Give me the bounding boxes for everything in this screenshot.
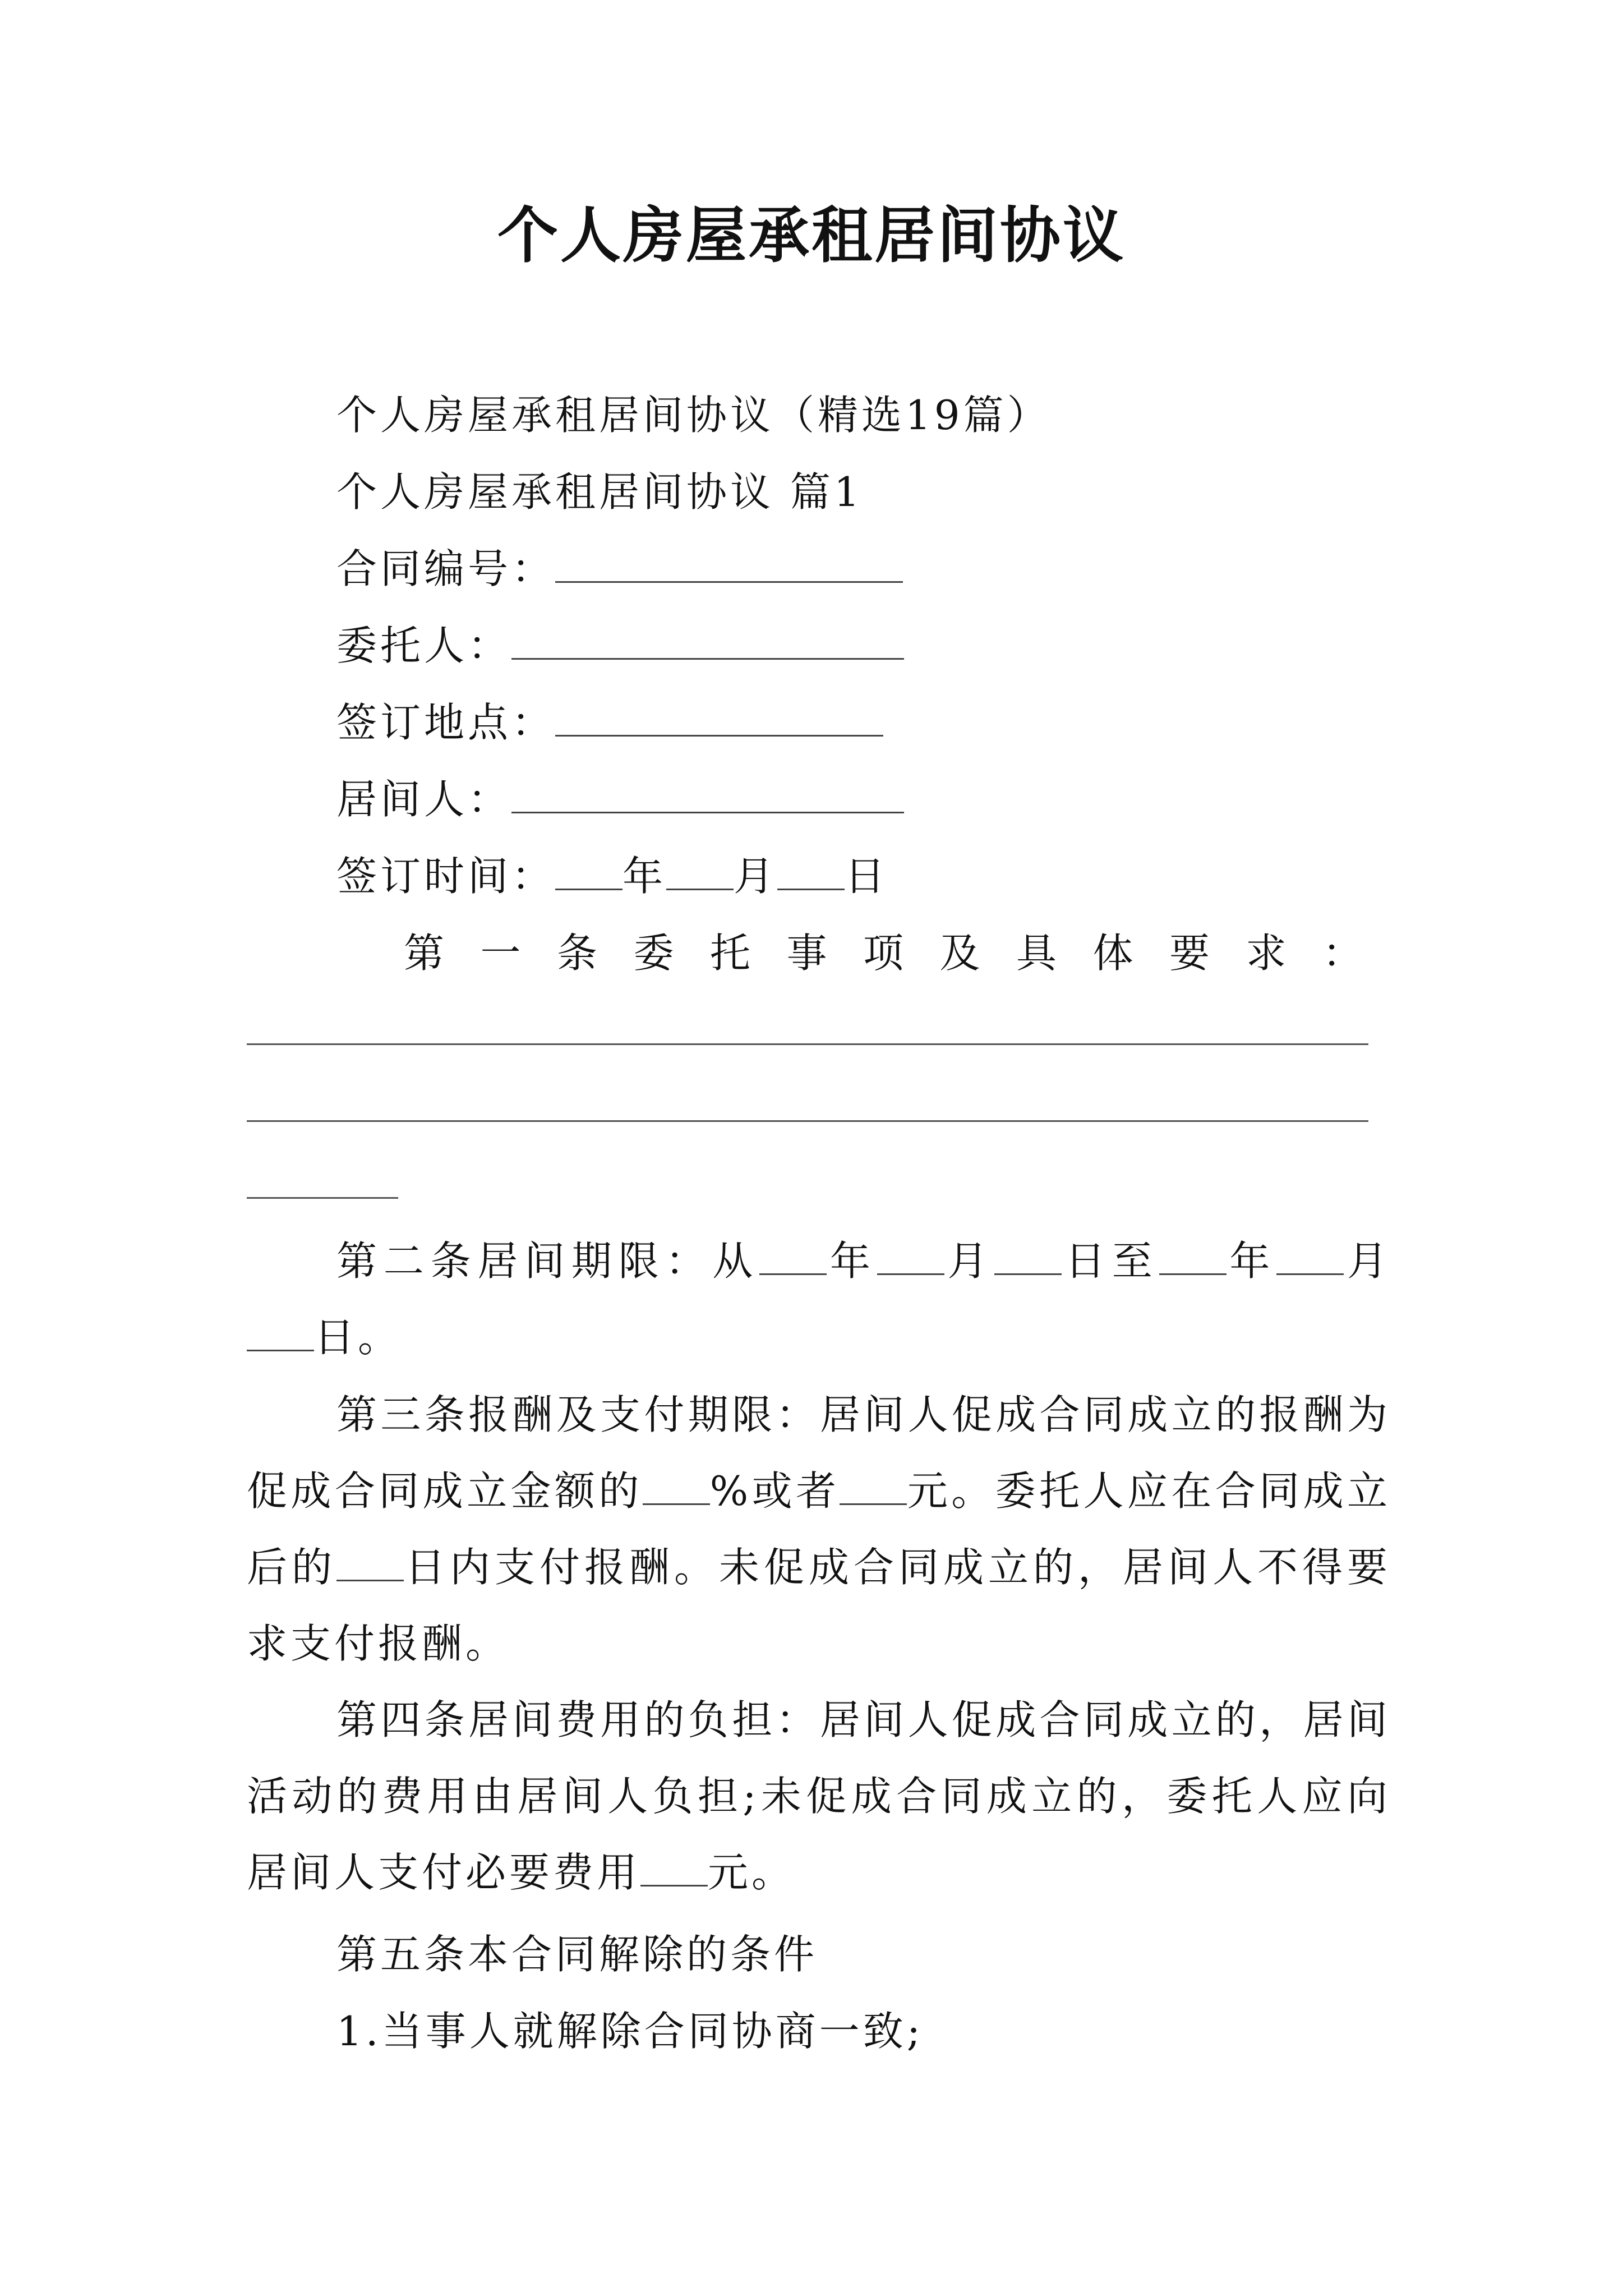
article-2-prefix: 第二条居间期限：从 — [336, 1237, 760, 1285]
month-label: 月 — [734, 853, 778, 900]
contract-number-row — [336, 541, 903, 597]
payment-days-blank[interactable] — [336, 1546, 404, 1581]
percent-blank[interactable] — [643, 1470, 710, 1505]
signing-place-label: 签订地点： — [336, 699, 556, 746]
contract-number-blank[interactable] — [555, 547, 903, 583]
article-5: 第五条本合同解除的条件 — [336, 1931, 818, 1978]
client-row — [336, 618, 904, 674]
article-3-part-a: 第三条报酬及支付期限：居间人促成合同成立的报酬为促成合同成立金额的 — [247, 1391, 1391, 1515]
end-year-label: 年 — [1226, 1237, 1277, 1285]
day-blank[interactable] — [777, 855, 845, 890]
article-5-item-1: 1.当事人就解除合同协商一致; — [336, 2008, 924, 2055]
end-month-label: 月 — [1344, 1237, 1391, 1285]
article-3-part-b: %或者 — [709, 1467, 840, 1515]
client-blank[interactable] — [511, 624, 904, 660]
start-month-label: 月 — [944, 1237, 995, 1285]
page-title: 个人房屋承租居间协议 — [497, 200, 1126, 271]
expense-amount-blank[interactable] — [640, 1851, 708, 1887]
article-3 — [247, 1377, 1391, 1682]
start-day-blank[interactable] — [994, 1240, 1062, 1275]
fee-amount-blank[interactable] — [840, 1470, 907, 1505]
doc-subtitle: 个人房屋承租居间协议（精选19篇） — [336, 392, 1051, 439]
broker-label: 居间人： — [336, 776, 512, 823]
client-label: 委托人： — [336, 622, 512, 669]
signing-place-row — [336, 694, 883, 751]
article-4-part-a: 第四条居间费用的负担：居间人促成合同成立的，居间活动的费用由居间人负担;未促成合同成立的，委托人应向居间人支付必要费用 — [247, 1696, 1391, 1896]
month-blank[interactable] — [666, 855, 734, 890]
article-1-title: 第一条委托事项及具体要求： — [404, 930, 1363, 977]
start-year-blank[interactable] — [759, 1240, 827, 1275]
section-heading: 个人房屋承租居间协议 篇1 — [336, 468, 863, 516]
article-4 — [247, 1682, 1391, 1911]
signing-place-blank[interactable] — [555, 701, 883, 737]
year-label: 年 — [623, 853, 667, 900]
article-2-end: 日。 — [314, 1314, 402, 1361]
article-1-blank-line-1[interactable] — [247, 1043, 1368, 1045]
end-day-blank[interactable] — [247, 1316, 314, 1351]
article-4-part-b: 元。 — [708, 1849, 796, 1896]
article-1-blank-line-2[interactable] — [247, 1120, 1368, 1122]
article-2-to: 日至 — [1062, 1237, 1159, 1285]
broker-row — [336, 771, 904, 827]
start-year-label: 年 — [827, 1237, 877, 1285]
contract-number-label: 合同编号： — [336, 545, 556, 592]
article-2 — [247, 1223, 1391, 1375]
end-month-blank[interactable] — [1276, 1240, 1344, 1275]
article-3-part-c: 元。委托人应在合同成立后的 — [247, 1467, 1391, 1591]
day-label: 日 — [845, 853, 889, 900]
article-3-part-d: 日内支付报酬。未促成合同成立的，居间人不得要求支付报酬。 — [247, 1544, 1391, 1667]
broker-blank[interactable] — [511, 778, 904, 813]
year-blank[interactable] — [555, 855, 623, 890]
start-month-blank[interactable] — [877, 1240, 944, 1275]
end-year-blank[interactable] — [1159, 1240, 1227, 1275]
article-1-blank-line-3[interactable] — [247, 1197, 398, 1199]
signing-date-row — [336, 848, 888, 904]
signing-date-label: 签订时间： — [336, 853, 556, 900]
